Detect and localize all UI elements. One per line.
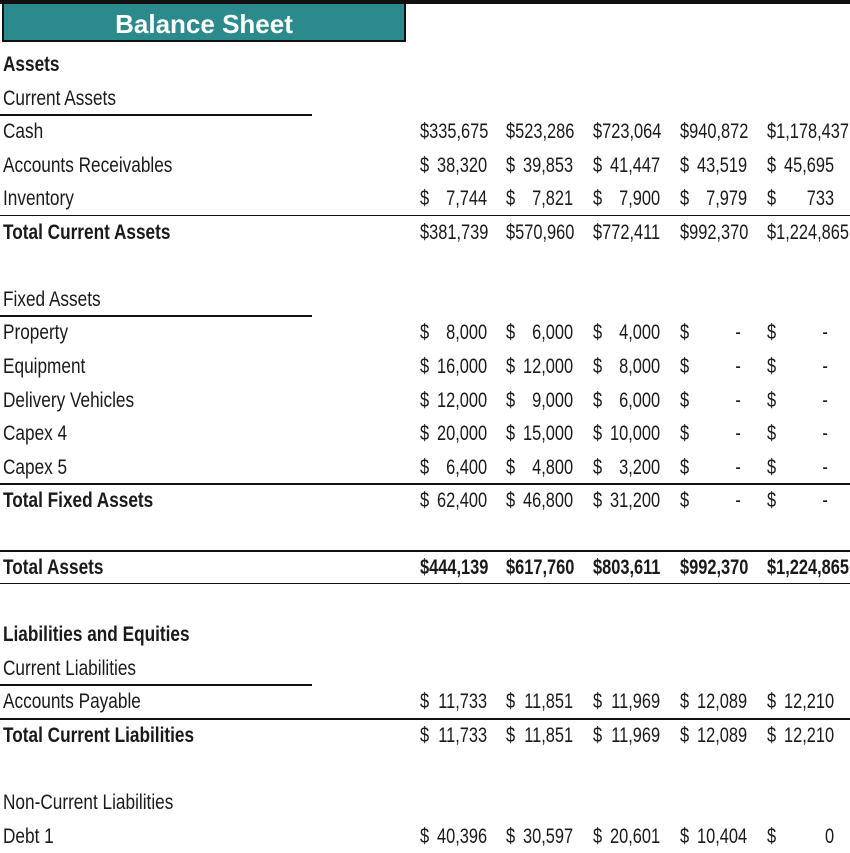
row-label: Capex 4 xyxy=(3,422,68,446)
value-cell xyxy=(506,451,573,484)
value-cell xyxy=(680,719,747,752)
amount: - xyxy=(735,489,741,513)
value-cell xyxy=(506,182,573,215)
table-row xyxy=(0,350,850,383)
value-cell xyxy=(420,350,487,383)
currency-symbol: $ xyxy=(420,388,430,412)
row-label: Current Assets xyxy=(3,86,116,110)
value-cell xyxy=(506,384,573,417)
row-label: Equipment xyxy=(3,354,86,378)
value-cell xyxy=(593,451,660,484)
table-row xyxy=(0,518,850,551)
row-label: Property xyxy=(3,321,69,345)
value-cell xyxy=(680,551,747,584)
currency-symbol: $ xyxy=(767,455,777,479)
amount: 20,000 xyxy=(436,422,488,446)
currency-symbol: $ xyxy=(593,824,603,848)
value-cell xyxy=(593,417,660,450)
amount: - xyxy=(822,422,828,446)
amount: 10,404 xyxy=(696,824,748,848)
value-cell xyxy=(767,149,834,182)
value-cell xyxy=(506,216,573,249)
row-label: Assets xyxy=(3,53,60,76)
amount: 11,851 xyxy=(524,724,574,747)
table-row xyxy=(0,149,850,182)
amount: $381,739 xyxy=(420,220,489,244)
value-cell xyxy=(593,115,660,148)
table-row xyxy=(0,585,850,618)
currency-symbol: $ xyxy=(420,187,430,211)
table-row xyxy=(0,48,850,81)
amount: - xyxy=(822,354,828,378)
currency-symbol: $ xyxy=(680,455,690,479)
value-cell xyxy=(680,216,747,249)
value-cell xyxy=(593,551,660,584)
row-label: Total Assets xyxy=(3,556,104,580)
row-label: Debt 1 xyxy=(3,824,54,848)
amount: $803,611 xyxy=(593,556,661,580)
amount: 11,733 xyxy=(438,724,488,747)
amount: $570,960 xyxy=(506,220,575,244)
amount: 11,969 xyxy=(611,690,661,714)
value-cell xyxy=(680,149,747,182)
currency-symbol: $ xyxy=(593,724,603,747)
table-row xyxy=(0,685,850,718)
currency-symbol: $ xyxy=(767,690,777,714)
value-cell xyxy=(680,685,747,718)
amount: 41,447 xyxy=(609,153,661,177)
amount: 4,000 xyxy=(619,321,661,345)
amount: 12,210 xyxy=(783,690,835,714)
table-row xyxy=(0,618,850,651)
table-row xyxy=(0,753,850,786)
currency-symbol: $ xyxy=(420,690,430,714)
value-cell xyxy=(767,182,834,215)
table-row xyxy=(0,417,850,450)
row-label: Cash xyxy=(3,120,44,144)
currency-symbol: $ xyxy=(767,321,777,345)
currency-symbol: $ xyxy=(593,354,603,378)
currency-symbol: $ xyxy=(593,690,603,714)
row-label: Non-Current Liabilities xyxy=(3,791,174,815)
amount: 31,200 xyxy=(609,489,661,513)
amount: 11,969 xyxy=(611,724,661,747)
amount: - xyxy=(735,388,741,412)
value-cell xyxy=(680,350,747,383)
currency-symbol: $ xyxy=(593,388,603,412)
value-cell xyxy=(767,216,849,249)
amount: 7,744 xyxy=(446,187,488,211)
value-cell xyxy=(420,685,487,718)
row-label: Accounts Payable xyxy=(3,690,141,714)
amount: $723,064 xyxy=(593,120,662,144)
amount: - xyxy=(822,321,828,345)
value-cell xyxy=(506,719,573,752)
currency-symbol: $ xyxy=(420,354,430,378)
value-cell xyxy=(680,484,747,517)
value-cell xyxy=(593,820,660,853)
currency-symbol: $ xyxy=(506,724,516,747)
value-cell xyxy=(680,451,747,484)
currency-symbol: $ xyxy=(506,489,516,513)
currency-symbol: $ xyxy=(506,690,516,714)
amount: 38,320 xyxy=(436,153,488,177)
row-label: Inventory xyxy=(3,187,74,211)
value-cell xyxy=(420,417,487,450)
amount: $992,370 xyxy=(680,556,749,580)
currency-symbol: $ xyxy=(506,354,516,378)
value-cell xyxy=(767,350,834,383)
currency-symbol: $ xyxy=(506,422,516,446)
amount: 62,400 xyxy=(436,489,488,513)
value-cell xyxy=(767,551,849,584)
row-label: Delivery Vehicles xyxy=(3,388,135,412)
table-row xyxy=(0,249,850,282)
currency-symbol: $ xyxy=(593,153,603,177)
amount: 10,000 xyxy=(609,422,661,446)
value-cell xyxy=(593,484,660,517)
value-cell xyxy=(767,719,834,752)
currency-symbol: $ xyxy=(506,321,516,345)
currency-symbol: $ xyxy=(420,824,430,848)
value-cell xyxy=(420,484,487,517)
amount: $1,178,437 xyxy=(767,120,849,144)
table-row xyxy=(0,283,850,316)
row-label: Accounts Receivables xyxy=(3,153,173,177)
amount: 12,089 xyxy=(696,724,748,747)
row-label: Total Current Liabilities xyxy=(3,724,195,747)
currency-symbol: $ xyxy=(680,690,690,714)
amount: 11,851 xyxy=(524,690,574,714)
value-cell xyxy=(767,685,834,718)
amount: 12,000 xyxy=(522,354,574,378)
amount: $940,872 xyxy=(680,120,749,144)
currency-symbol: $ xyxy=(767,187,777,211)
amount: 7,900 xyxy=(619,187,661,211)
currency-symbol: $ xyxy=(767,354,777,378)
currency-symbol: $ xyxy=(420,489,430,513)
value-cell xyxy=(506,685,573,718)
amount: $617,760 xyxy=(506,556,575,580)
currency-symbol: $ xyxy=(680,724,690,747)
value-cell xyxy=(420,316,487,349)
currency-symbol: $ xyxy=(506,824,516,848)
value-cell xyxy=(506,551,573,584)
amount: - xyxy=(822,455,828,479)
table-row xyxy=(0,384,850,417)
value-cell xyxy=(506,316,573,349)
amount: 7,979 xyxy=(706,187,748,211)
currency-symbol: $ xyxy=(506,187,516,211)
amount: - xyxy=(822,388,828,412)
amount: 4,800 xyxy=(532,455,574,479)
value-cell xyxy=(680,417,747,450)
currency-symbol: $ xyxy=(680,187,690,211)
value-cell xyxy=(420,216,487,249)
table-row xyxy=(0,551,850,584)
value-cell xyxy=(593,182,660,215)
amount: 20,601 xyxy=(609,824,661,848)
total-assets-rule xyxy=(0,550,850,552)
currency-symbol: $ xyxy=(593,422,603,446)
value-cell xyxy=(506,350,573,383)
amount: 8,000 xyxy=(619,354,661,378)
amount: - xyxy=(822,489,828,513)
currency-symbol: $ xyxy=(680,422,690,446)
table-row xyxy=(0,216,850,249)
currency-symbol: $ xyxy=(420,724,430,747)
amount: 6,400 xyxy=(446,455,488,479)
amount: 45,695 xyxy=(783,153,835,177)
value-cell xyxy=(767,820,834,853)
currency-symbol: $ xyxy=(593,321,603,345)
value-cell xyxy=(506,484,573,517)
amount: 39,853 xyxy=(522,153,574,177)
currency-symbol: $ xyxy=(680,153,690,177)
value-cell xyxy=(420,384,487,417)
value-cell xyxy=(593,149,660,182)
amount: $772,411 xyxy=(593,220,661,244)
value-cell xyxy=(506,417,573,450)
table-row xyxy=(0,719,850,752)
amount: 30,597 xyxy=(522,824,574,848)
table-row xyxy=(0,115,850,148)
amount: 6,000 xyxy=(532,321,574,345)
currency-symbol: $ xyxy=(680,489,690,513)
value-cell xyxy=(767,384,834,417)
amount: 40,396 xyxy=(436,824,488,848)
value-cell xyxy=(680,820,747,853)
amount: - xyxy=(735,455,741,479)
value-cell xyxy=(506,820,573,853)
currency-symbol: $ xyxy=(767,724,777,747)
value-cell xyxy=(767,484,834,517)
value-cell xyxy=(420,551,487,584)
value-cell xyxy=(593,350,660,383)
table-row xyxy=(0,786,850,819)
value-cell xyxy=(593,216,660,249)
table-row xyxy=(0,82,850,115)
currency-symbol: $ xyxy=(767,388,777,412)
value-cell xyxy=(767,417,834,450)
value-cell xyxy=(767,316,834,349)
amount: 7,821 xyxy=(532,187,574,211)
value-cell xyxy=(680,316,747,349)
amount: 9,000 xyxy=(532,388,574,412)
value-cell xyxy=(593,685,660,718)
value-cell xyxy=(680,182,747,215)
row-label: Liabilities and Equities xyxy=(3,623,190,647)
amount: 8,000 xyxy=(446,321,488,345)
sheet-title: Balance Sheet xyxy=(2,4,406,42)
currency-symbol: $ xyxy=(767,489,777,513)
currency-symbol: $ xyxy=(593,489,603,513)
row-label: Total Fixed Assets xyxy=(3,489,154,513)
row-label: Capex 5 xyxy=(3,455,68,479)
amount: $523,286 xyxy=(506,120,575,144)
amount: - xyxy=(735,354,741,378)
value-cell xyxy=(420,719,487,752)
amount: 12,089 xyxy=(696,690,748,714)
table-row xyxy=(0,652,850,685)
amount: 11,733 xyxy=(438,690,488,714)
table-row xyxy=(0,820,850,853)
table-row xyxy=(0,316,850,349)
value-cell xyxy=(420,115,487,148)
table-row xyxy=(0,484,850,517)
currency-symbol: $ xyxy=(680,354,690,378)
amount: 12,000 xyxy=(436,388,488,412)
value-cell xyxy=(680,115,747,148)
currency-symbol: $ xyxy=(767,422,777,446)
currency-symbol: $ xyxy=(420,455,430,479)
amount: 6,000 xyxy=(619,388,661,412)
amount: 12,210 xyxy=(783,724,835,747)
row-label: Total Current Assets xyxy=(3,220,171,244)
table-row xyxy=(0,182,850,215)
value-cell xyxy=(593,316,660,349)
currency-symbol: $ xyxy=(593,455,603,479)
currency-symbol: $ xyxy=(680,388,690,412)
currency-symbol: $ xyxy=(420,153,430,177)
currency-symbol: $ xyxy=(593,187,603,211)
row-label: Fixed Assets xyxy=(3,287,101,311)
amount: $1,224,865 xyxy=(767,220,849,244)
value-cell xyxy=(420,451,487,484)
amount: 0 xyxy=(824,824,835,848)
currency-symbol: $ xyxy=(767,153,777,177)
currency-symbol: $ xyxy=(680,824,690,848)
value-cell xyxy=(680,384,747,417)
value-cell xyxy=(767,451,834,484)
amount: - xyxy=(735,321,741,345)
currency-symbol: $ xyxy=(680,321,690,345)
value-cell xyxy=(506,149,573,182)
value-cell xyxy=(420,820,487,853)
value-cell xyxy=(593,384,660,417)
amount: - xyxy=(735,422,741,446)
amount: 15,000 xyxy=(522,422,574,446)
value-cell xyxy=(420,182,487,215)
currency-symbol: $ xyxy=(420,422,430,446)
amount: $444,139 xyxy=(420,556,489,580)
currency-symbol: $ xyxy=(767,824,777,848)
amount: 46,800 xyxy=(522,489,574,513)
currency-symbol: $ xyxy=(506,388,516,412)
value-cell xyxy=(506,115,573,148)
amount: 43,519 xyxy=(696,153,748,177)
value-cell xyxy=(767,115,849,148)
currency-symbol: $ xyxy=(506,455,516,479)
amount: $1,224,865 xyxy=(767,556,849,580)
amount: 16,000 xyxy=(436,354,488,378)
amount: 3,200 xyxy=(619,455,661,479)
currency-symbol: $ xyxy=(420,321,430,345)
value-cell xyxy=(420,149,487,182)
amount: 733 xyxy=(806,187,835,211)
table-row xyxy=(0,451,850,484)
value-cell xyxy=(593,719,660,752)
amount: $335,675 xyxy=(420,120,489,144)
row-label: Current Liabilities xyxy=(3,656,137,680)
currency-symbol: $ xyxy=(506,153,516,177)
amount: $992,370 xyxy=(680,220,749,244)
